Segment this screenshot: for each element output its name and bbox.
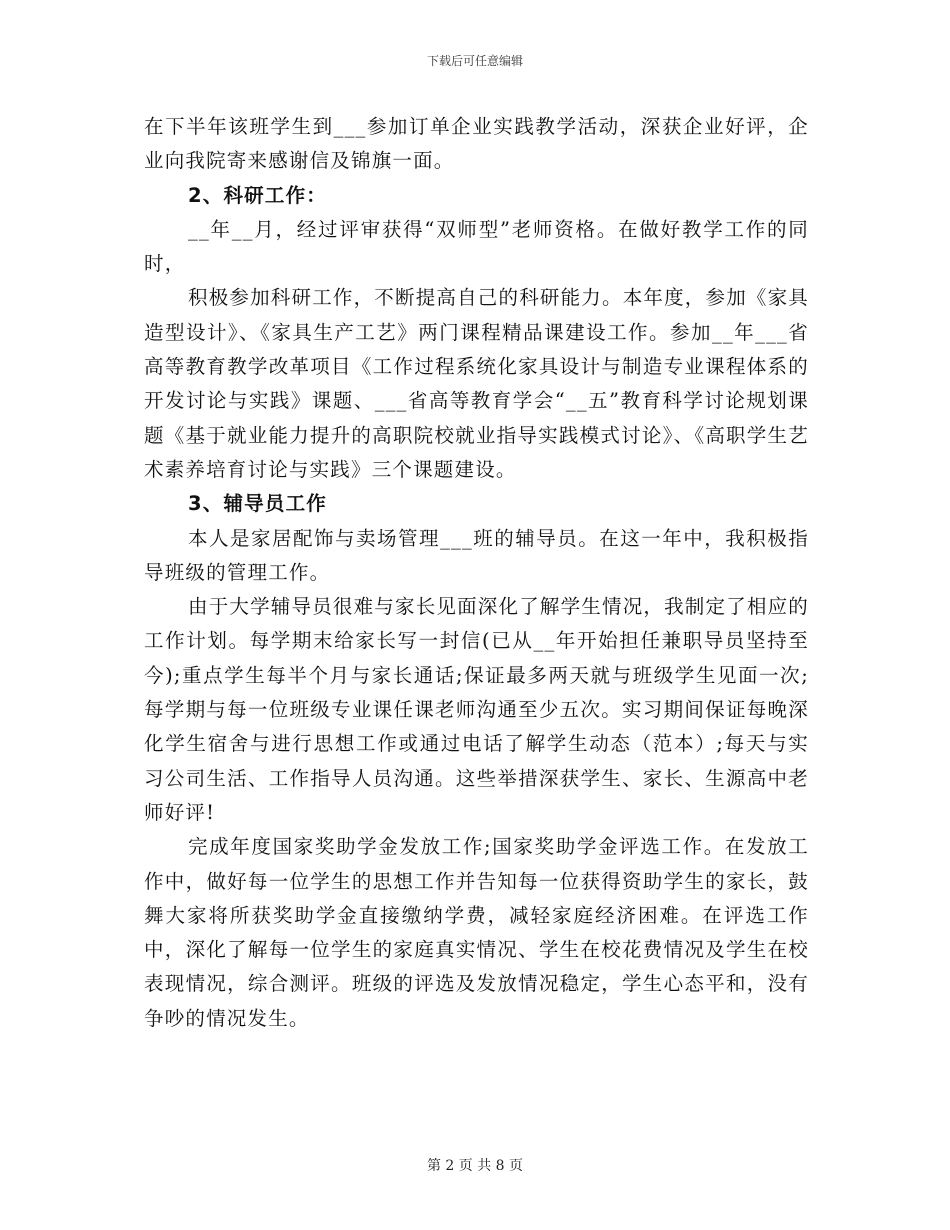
paragraph-scholarship: 完成年度国家奖助学金发放工作;国家奖助学金评选工作。在发放工作中，做好每一位学生的思想工作并告知每一位获得资助学生的家长，鼓舞大家将所获奖助学金直接缴纳学费，减轻家庭经济困难。在评选工作中，深化了解每一位学生的家庭真实情况、学生在校花费情况及学生在校表现情况，综合测评。班级的评选及发放情况稳定，学生心态平和，没有争吵的情况发生。 — [144, 835, 809, 1030]
page-header: 下载后可任意编辑 — [426, 54, 523, 68]
section-heading-research: 2、科研工作： — [188, 183, 327, 207]
paragraph-continuation: 在下半年该班学生到___参加订单企业实践教学活动，深获企业好评，企业向我院寄来感谢信及锦旗一面。 — [144, 115, 809, 173]
page-footer: 第 2 页 共 8 页 — [426, 1158, 524, 1174]
paragraph-research-work: 积极参加科研工作，不断提高自己的科研能力。本年度，参加《家具造型设计》、《家具生产工艺》两门课程精品课建设工作。参加__年___省高等教育教学改革项目《工作过程系统化家具设计与制造专业课程体系的开发讨论与实践》课题、___省高等教育学会“__五”教育科学讨论规划课题《基于就业能力提升的高职院校就业指导实践模式讨论》、《高职学生艺术素养培育讨论与实践》三个课题建设。 — [144, 286, 810, 481]
paragraph-qualification: __年__月，经过评审获得“双师型”老师资格。在做好教学工作的同时， — [144, 217, 809, 276]
document-body — [144, 110, 809, 1036]
section-heading-counselor: 3、辅导员工作 — [188, 492, 327, 516]
paragraph-counselor-plan: 由于大学辅导员很难与家长见面深化了解学生情况，我制定了相应的工作计划。每学期末给家长写一封信(已从__年开始担任兼职导员坚持至今);重点学生每半个月与家长通话;保证最多两天就与班级学生见面一次;每学期与每一位班级专业课任课老师沟通至少五次。实习期间保证每晚深化学生宿舍与进行思想工作或通过电话了解学生动态（范本）;每天与实习公司生活、工作指导人员沟通。这些举措深获学生、家长、生源高中老师好评! — [144, 595, 810, 824]
paragraph-counselor-intro: 本人是家居配饰与卖场管理___班的辅导员。在这一年中，我积极指导班级的管理工作。 — [144, 526, 809, 584]
